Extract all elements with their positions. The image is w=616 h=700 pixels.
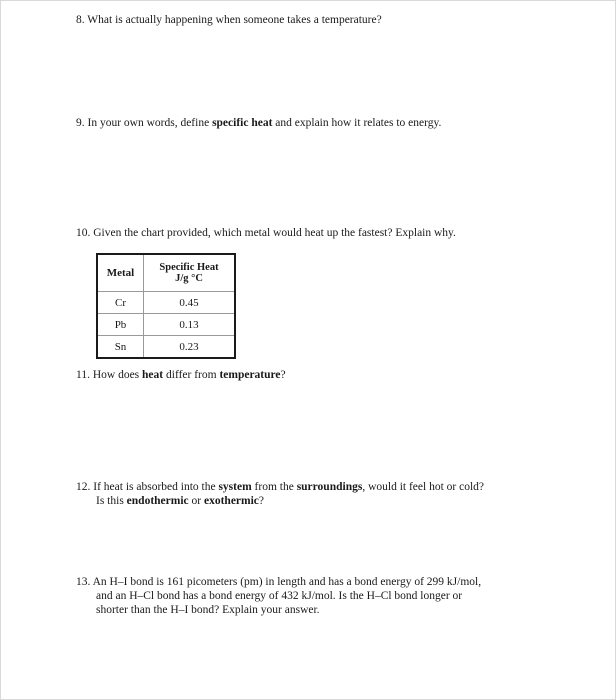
question-text-post: , would it feel hot or cold?	[362, 481, 485, 493]
question-number: 11.	[76, 369, 90, 381]
question-number: 9.	[76, 117, 85, 129]
table-row	[97, 336, 235, 359]
question-number: 8.	[76, 14, 85, 26]
line2-mid: or	[188, 495, 204, 507]
question-line-2: and an H–Cl bond has a bond energy of 432 kJ/mol. Is the H–Cl bond longer or	[96, 590, 463, 602]
question-text-pre: In your own words, define	[87, 117, 213, 129]
question-text-mid: from the	[251, 481, 297, 493]
question-line-3: shorter than the H–I bond? Explain your answer.	[96, 604, 320, 616]
metal-cell: Pb	[97, 314, 144, 336]
header-specific-heat-label: Specific Heat	[159, 262, 219, 273]
header-specific-heat	[144, 254, 236, 292]
question-10	[76, 226, 546, 240]
question-number: 10.	[76, 227, 91, 239]
question-text-mid: differ from	[163, 369, 220, 381]
term-heat: heat	[142, 369, 164, 381]
term-exothermic: exothermic	[203, 495, 259, 507]
question-text-post: and explain how it relates to energy.	[272, 117, 442, 129]
header-specific-heat-unit: J/g °C	[175, 273, 203, 284]
question-text-post: ?	[280, 369, 286, 381]
term-system: system	[218, 481, 252, 493]
question-text: What is actually happening when someone takes a temperature?	[87, 14, 382, 26]
term-endothermic: endothermic	[126, 495, 189, 507]
table-row	[97, 314, 235, 336]
question-text-pre: If heat is absorbed into the	[93, 481, 219, 493]
question-11	[76, 368, 546, 382]
question-line-2	[76, 494, 546, 508]
line2-pre: Is this	[96, 495, 127, 507]
question-9	[76, 116, 546, 130]
term-surroundings: surroundings	[296, 481, 363, 493]
table-header-row	[97, 254, 235, 292]
question-13	[76, 575, 546, 617]
value-cell: 0.13	[144, 314, 236, 336]
term-temperature: temperature	[219, 369, 281, 381]
question-text-pre: How does	[92, 369, 143, 381]
metal-cell: Cr	[97, 292, 144, 314]
table-row	[97, 292, 235, 314]
question-number: 13.	[76, 576, 91, 588]
value-cell: 0.45	[144, 292, 236, 314]
question-text: Given the chart provided, which metal would heat up the fastest? Explain why.	[93, 227, 456, 239]
line2-post: ?	[258, 495, 265, 507]
question-number: 12.	[76, 481, 91, 493]
header-metal: Metal	[97, 254, 144, 292]
question-12	[76, 480, 546, 508]
question-line-1: An H–I bond is 161 picometers (pm) in length and has a bond energy of 299 kJ/mol,	[92, 576, 482, 588]
term-specific-heat: specific heat	[212, 117, 273, 129]
specific-heat-table	[96, 253, 236, 359]
question-8	[76, 13, 546, 27]
metal-cell: Sn	[97, 336, 144, 359]
value-cell: 0.23	[144, 336, 236, 359]
